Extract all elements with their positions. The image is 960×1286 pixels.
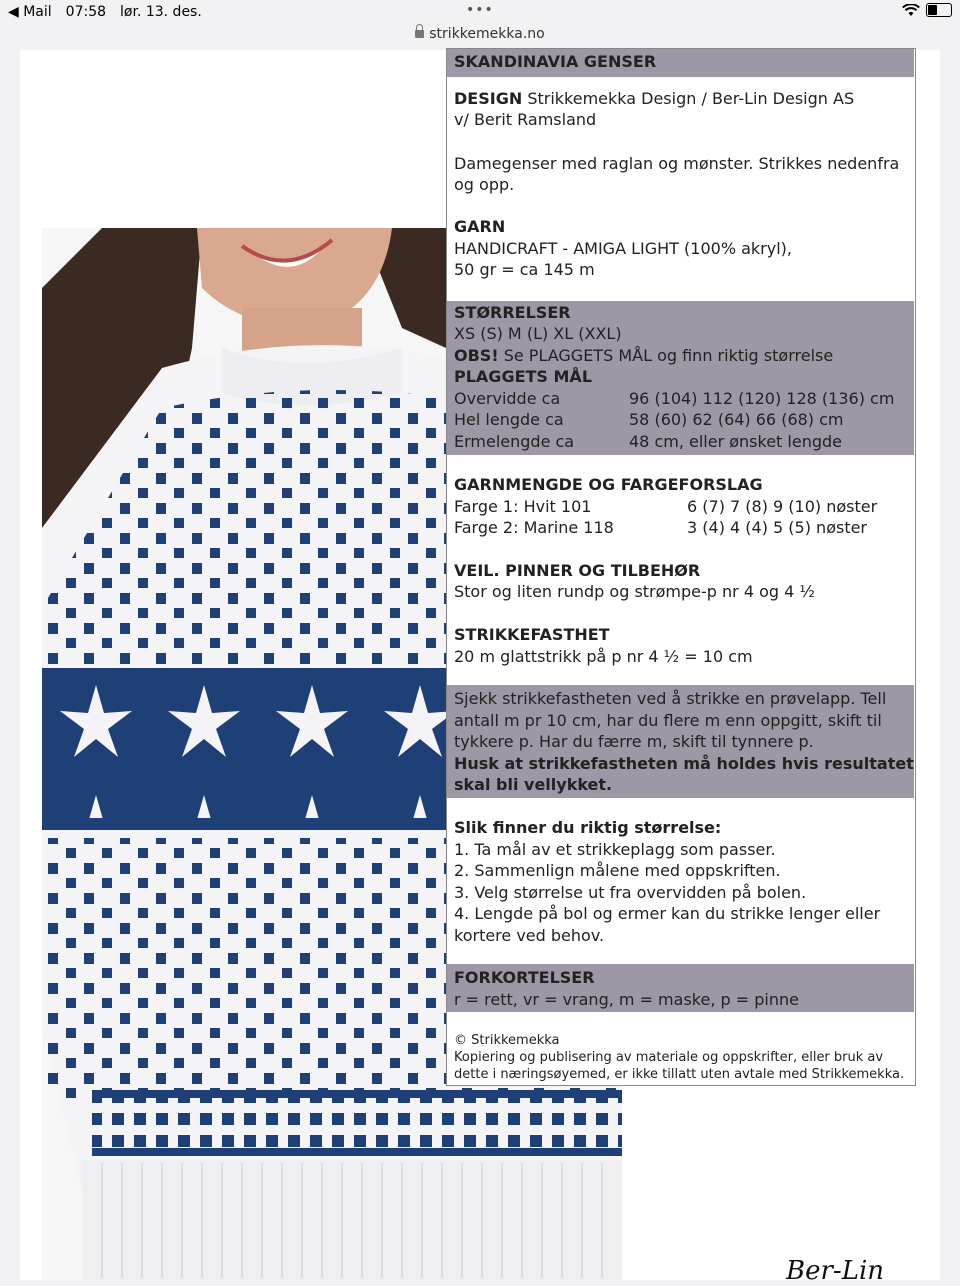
wifi-icon (902, 4, 920, 17)
measure-value: 58 (60) 62 (64) 66 (68) cm (629, 410, 844, 429)
gauge-label: STRIKKEFASTHET (454, 625, 610, 644)
find-size-step: 1. Ta mål av et strikkeplagg som passer. (454, 840, 776, 859)
garn-label: GARN (454, 217, 506, 236)
find-size-step: 3. Velg størrelse ut fra overvidden på bolen. (454, 883, 807, 902)
pattern-info-panel (446, 48, 916, 1086)
lock-icon (415, 30, 424, 38)
obs-text: Se PLAGGETS MÅL og finn riktig størrelse (503, 346, 834, 365)
status-time: 07:58 (65, 4, 107, 20)
sizes-values: XS (S) M (L) XL (XXL) (454, 324, 622, 343)
color-amount: 3 (4) 4 (4) 5 (5) nøster (687, 518, 868, 537)
status-date: lør. 13. des. (120, 4, 202, 20)
design-text-line2: v/ Berit Ramsland (454, 110, 597, 129)
gauge-check-line2: antall m pr 10 cm, har du flere m enn oppgitt, skift til (454, 711, 882, 730)
measure-value: 48 cm, eller ønsket lengde (629, 432, 842, 451)
measure-value: 96 (104) 112 (120) 128 (136) cm (629, 389, 895, 408)
url-bar[interactable] (0, 26, 960, 50)
color-name: Farge 1: Hvit 101 (454, 497, 592, 516)
battery-icon (926, 3, 952, 17)
designer-signature: Ber-Lin (786, 1256, 885, 1286)
pattern-title: SKANDINAVIA GENSER (454, 52, 657, 71)
obs-label: OBS! (454, 346, 499, 365)
measure-name: Overvidde ca (454, 389, 561, 408)
gauge-warning-line2: skal bli vellykket. (454, 775, 613, 794)
needles-label: VEIL. PINNER OG TILBEHØR (454, 561, 701, 580)
gauge-warning-line1: Husk at strikkefastheten må holdes hvis resultatet (454, 754, 914, 773)
find-size-step: kortere ved behov. (454, 926, 605, 945)
copyright-line2: Kopiering og publisering av materiale og oppskrifter, eller bruk av (454, 1050, 884, 1065)
needles-text: Stor og liten rundp og strømpe-p nr 4 og 4 ½ (454, 582, 815, 601)
abbreviations-label: FORKORTELSER (454, 968, 595, 987)
measure-name: Hel lengde ca (454, 410, 564, 429)
gauge-text: 20 m glattstrikk på p nr 4 ½ = 10 cm (454, 647, 753, 666)
status-bar (0, 0, 960, 26)
url-text: strikkemekka.no (429, 26, 545, 42)
sizes-label: STØRRELSER (454, 303, 571, 322)
yarn-amount-label: GARNMENGDE OG FARGEFORSLAG (454, 475, 763, 494)
color-name: Farge 2: Marine 118 (454, 518, 614, 537)
design-label: DESIGN (454, 89, 523, 108)
find-size-label: Slik finner du riktig størrelse: (454, 818, 722, 837)
garn-line2: 50 gr = ca 145 m (454, 260, 595, 279)
back-to-mail-button[interactable]: ◀ Mail (8, 4, 52, 20)
multitasking-dots-icon[interactable]: ••• (466, 2, 494, 18)
description-line2: og opp. (454, 175, 515, 194)
find-size-step: 2. Sammenlign målene med oppskriften. (454, 861, 781, 880)
color-amount: 6 (7) 7 (8) 9 (10) nøster (687, 497, 878, 516)
measure-name: Ermelengde ca (454, 432, 575, 451)
gauge-check-line1: Sjekk strikkefastheten ved å strikke en prøvelapp. Tell (454, 689, 887, 708)
design-text: Strikkemekka Design / Ber-Lin Design AS (527, 89, 855, 108)
find-size-step: 4. Lengde på bol og ermer kan du strikke lenger eller (454, 904, 881, 923)
abbreviations-text: r = rett, vr = vrang, m = maske, p = pinne (454, 990, 799, 1009)
measures-label: PLAGGETS MÅL (454, 367, 593, 386)
copyright-line1: © Strikkemekka (454, 1033, 560, 1048)
garn-line1: HANDICRAFT - AMIGA LIGHT (100% akryl), (454, 239, 792, 258)
gauge-check-line3: tykkere p. Har du færre m, skift til tynnere p. (454, 732, 814, 751)
description-line1: Damegenser med raglan og mønster. Strikkes nedenfra (454, 154, 900, 173)
copyright-line3: dette i næringsøyemed, er ikke tillatt uten avtale med Strikkemekka. (454, 1067, 905, 1082)
